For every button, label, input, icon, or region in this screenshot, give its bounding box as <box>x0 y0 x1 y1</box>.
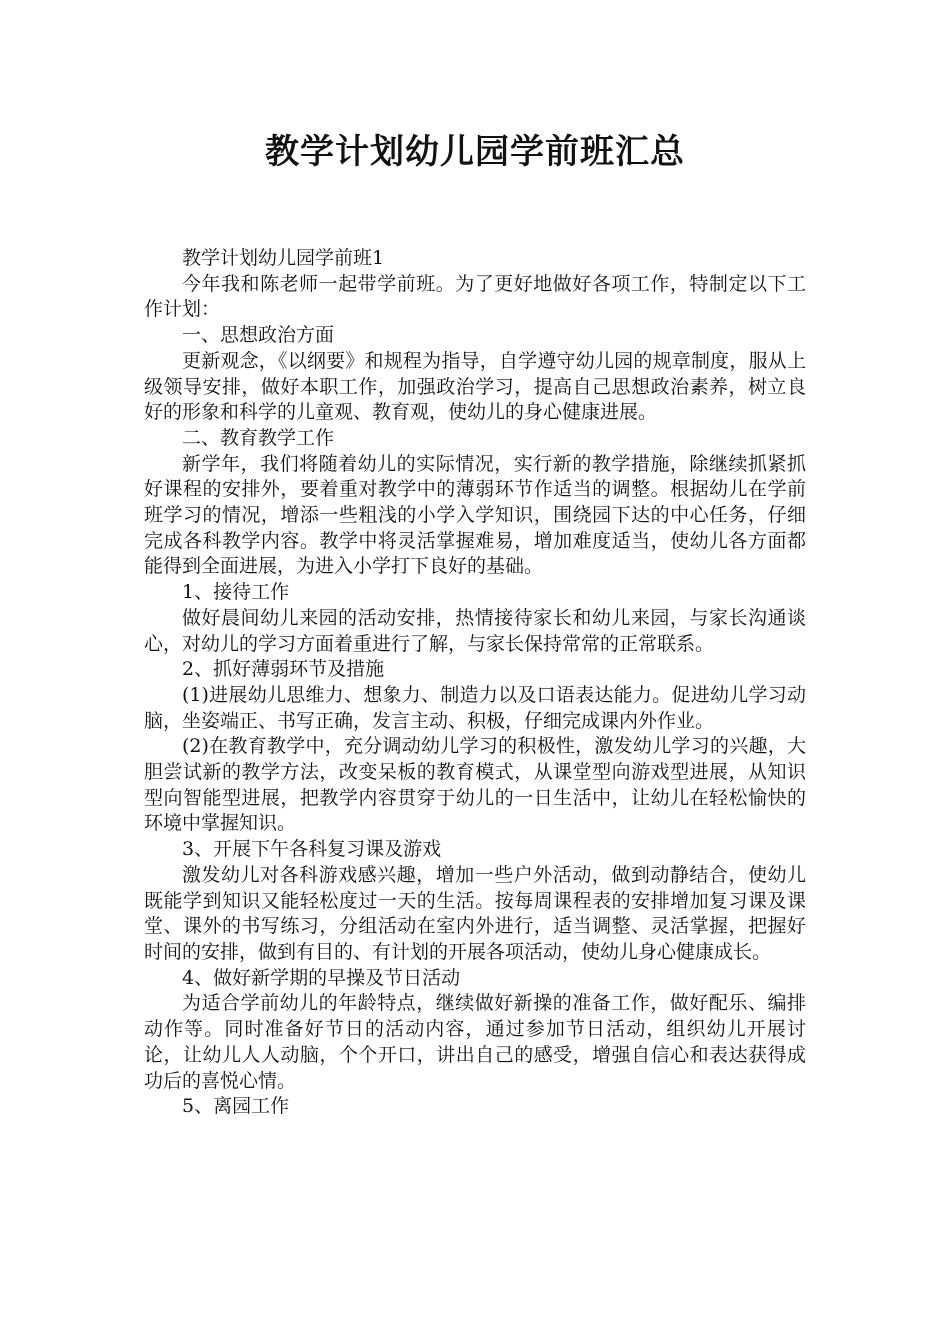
subsection-heading: 5、离园工作 <box>182 1095 290 1118</box>
document-body <box>144 246 806 1120</box>
section-heading: 一、思想政治方面 <box>182 324 335 347</box>
body-paragraph: 激发幼儿对各科游戏感兴趣，增加一些户外活动，做到动静结合，使幼儿既能学到知识又能轻松度过一天的生活。按每周课程表的安排增加复习课及课堂、课外的书写练习，分组活动在室内外进行，适当调整、灵活掌握，把握好时间的安排，做到有目的、有计划的开展各项活动，使幼儿身心健康成长。 <box>144 863 806 963</box>
section-heading: 二、教育教学工作 <box>182 426 335 449</box>
body-paragraph: 为适合学前幼儿的年龄特点，继续做好新操的准备工作，做好配乐、编排动作等。同时准备好节日的活动内容，通过参加节日活动，组织幼儿开展讨论，让幼儿人人动脑，个个开口，讲出自己的感受，增强自信心和表达获得成功后的喜悦心情。 <box>144 992 806 1092</box>
body-paragraph: 更新观念，《以纲要》和规程为指导，自学遵守幼儿园的规章制度，服从上级领导安排，做好本职工作，加强政治学习，提高自己思想政治素养，树立良好的形象和科学的儿童观、教育观，使幼儿的身心健康进展。 <box>144 349 806 424</box>
body-paragraph: 做好晨间幼儿来园的活动安排，热情接待家长和幼儿来园，与家长沟通谈心，对幼儿的学习方面着重进行了解，与家长保持常常的正常联系。 <box>144 606 806 655</box>
subsection-heading: 3、开展下午各科复习课及游戏 <box>182 838 442 861</box>
body-paragraph: (2)在教育教学中，充分调动幼儿学习的积极性，激发幼儿学习的兴趣，大胆尝试新的教学方法，改变呆板的教育模式，从课堂型向游戏型进展，从知识型向智能型进展，把教学内容贯穿于幼儿的一日生活中，让幼儿在轻松愉快的环境中掌握知识。 <box>144 735 806 835</box>
intro-paragraph: 今年我和陈老师一起带学前班。为了更好地做好各项工作，特制定以下工作计划： <box>144 272 806 321</box>
subsection-heading: 2、抓好薄弱环节及措施 <box>182 658 385 681</box>
subsection-heading: 1、接待工作 <box>182 581 290 604</box>
document-title: 教学计划幼儿园学前班汇总 <box>265 132 685 172</box>
subtitle-paragraph: 教学计划幼儿园学前班1 <box>182 247 385 269</box>
body-paragraph: (1)进展幼儿思维力、想象力、制造力以及口语表达能力。促进幼儿学习动脑，坐姿端正、书写正确，发言主动、积极，仔细完成课内外作业。 <box>144 683 806 732</box>
body-paragraph: 新学年，我们将随着幼儿的实际情况，实行新的教学措施，除继续抓紧抓好课程的安排外，要着重对教学中的薄弱环节作适当的调整。根据幼儿在学前班学习的情况，增添一些粗浅的小学入学知识，围绕园下达的中心任务，仔细完成各科教学内容。教学中将灵活掌握难易，增加难度适当，使幼儿各方面都能得到全面进展，为进入小学打下良好的基础。 <box>144 452 806 578</box>
subsection-heading: 4、做好新学期的早操及节日活动 <box>182 966 461 989</box>
